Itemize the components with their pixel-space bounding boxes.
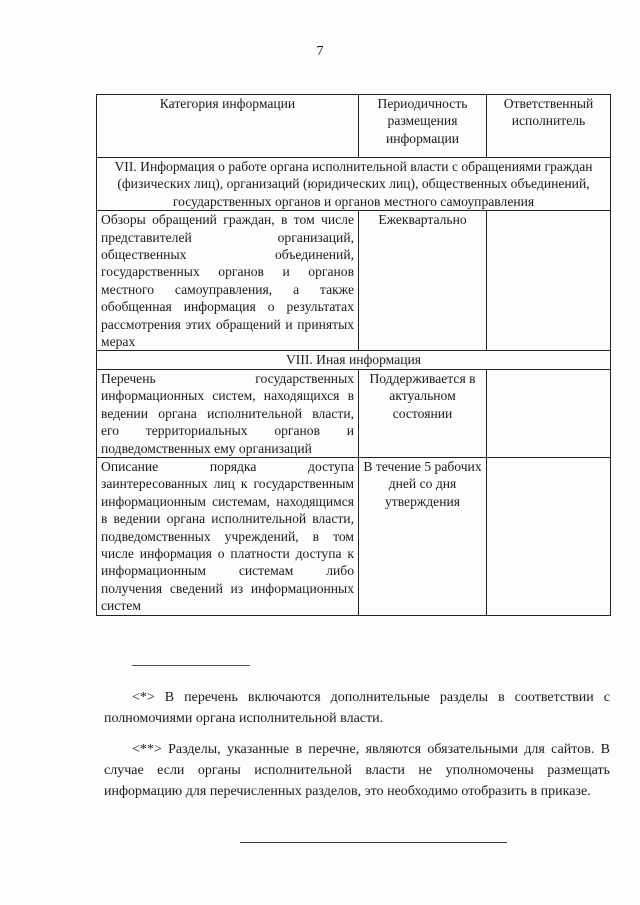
section-title: VIII. Иная информация xyxy=(97,351,611,369)
row-periodicity: Поддерживается в актуальном состоянии xyxy=(359,369,487,457)
row-periodicity: В течение 5 рабочих дней со дня утверждения xyxy=(359,457,487,615)
section-title: VII. Информация о работе органа исполнительной власти с обращениями граждан (физических лиц), организаций (юридических лиц), общественных объединений, государственных органов и органов местного самоуправления xyxy=(97,158,611,211)
row-responsible xyxy=(487,211,611,351)
page-number: 7 xyxy=(316,44,324,59)
row-category: Описание порядка доступа заинтересованных лиц к государственным информационным системам, находящимся в ведении органа исполнительной власти, подведомственных учреждений, в том числе информация о платности доступа к информационным системам либо получения сведений из информационных систем xyxy=(97,457,359,615)
information-table xyxy=(96,94,611,616)
row-category: Перечень государственных информационных систем, находящихся в ведении органа исполнительной власти, его территориальных органов и подведомственных ему организаций xyxy=(97,369,359,457)
table-row xyxy=(97,457,611,615)
row-responsible xyxy=(487,457,611,615)
section-header-row xyxy=(97,351,611,369)
footnote-1: <*> В перечень включаются дополнительные разделы в соответствии с полномочиями органа исполнительной власти. xyxy=(104,690,610,726)
footnote-2: <**> Разделы, указанные в перечне, являются обязательными для сайтов. В случае если органы исполнительной власти не уполномочены размещать информацию для перечисленных разделов, это необходимо отобразить в приказе. xyxy=(104,742,610,799)
row-responsible xyxy=(487,369,611,457)
header-responsible: Ответственный исполнитель xyxy=(487,95,611,158)
table-row xyxy=(97,211,611,351)
row-category: Обзоры обращений граждан, в том числе представителей организаций, общественных объединений, государственных органов и органов местного самоуправления, а также обобщенная информация о результатах рассмотрения этих обращений и принятых мерах xyxy=(97,211,359,351)
table-header-row xyxy=(97,95,611,158)
row-periodicity: Ежеквартально xyxy=(359,211,487,351)
table-row xyxy=(97,369,611,457)
header-periodicity: Периодичность размещения информации xyxy=(359,95,487,158)
header-category: Категория информации xyxy=(97,95,359,158)
end-divider xyxy=(240,842,507,843)
footnote-divider xyxy=(132,665,250,666)
section-header-row xyxy=(97,158,611,211)
